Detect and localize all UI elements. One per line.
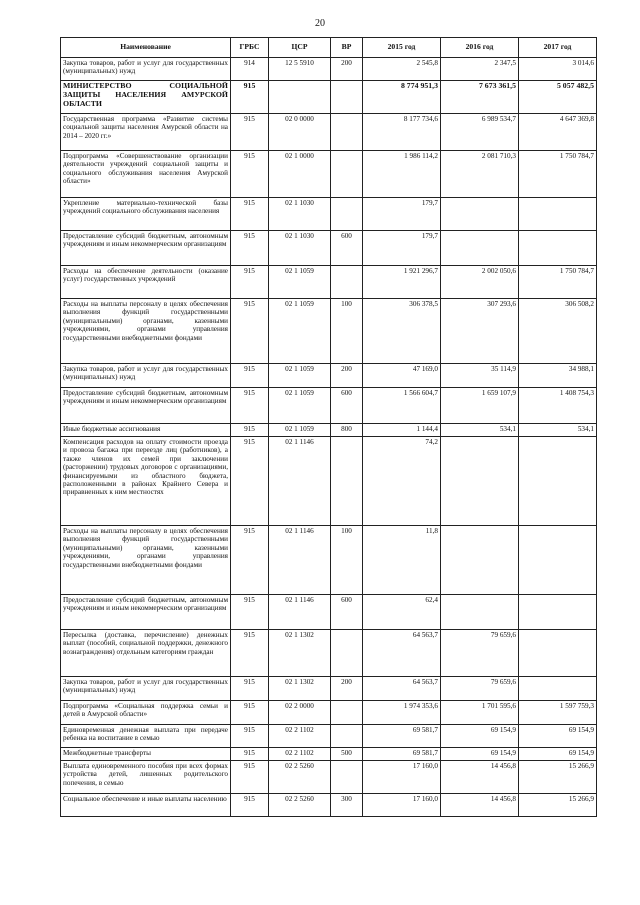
cell-vr [331, 114, 363, 151]
cell-2016: 35 114,9 [441, 364, 519, 388]
cell-2016 [441, 437, 519, 526]
header-csr: ЦСР [269, 38, 331, 58]
cell-2017: 69 154,9 [519, 725, 597, 748]
header-2017: 2017 год [519, 38, 597, 58]
cell-2015: 8 774 951,3 [363, 81, 441, 114]
cell-2017 [519, 526, 597, 595]
cell-2016: 1 659 107,9 [441, 388, 519, 424]
cell-2017: 34 988,1 [519, 364, 597, 388]
cell-name: Предоставление субсидий бюджетным, автономным учреждениям и иным некоммерческим организациям [61, 231, 231, 266]
cell-2017 [519, 595, 597, 630]
table-row [61, 437, 597, 526]
table-row [61, 794, 597, 817]
cell-csr: 02 2 1102 [269, 748, 331, 761]
cell-name: Иные бюджетные ассигнования [61, 424, 231, 437]
cell-vr [331, 151, 363, 198]
header-grbs: ГРБС [231, 38, 269, 58]
cell-2015: 64 563,7 [363, 630, 441, 677]
header-2015: 2015 год [363, 38, 441, 58]
cell-vr [331, 198, 363, 231]
table-row [61, 424, 597, 437]
cell-2016: 2 002 050,6 [441, 266, 519, 299]
cell-grbs: 915 [231, 424, 269, 437]
table-row [61, 198, 597, 231]
cell-name: Закупка товаров, работ и услуг для государственных (муниципальных) нужд [61, 677, 231, 701]
cell-2015: 17 160,0 [363, 761, 441, 794]
cell-grbs: 915 [231, 748, 269, 761]
cell-2016 [441, 231, 519, 266]
cell-grbs: 915 [231, 725, 269, 748]
cell-csr: 02 1 1059 [269, 388, 331, 424]
cell-name: Выплата единовременного пособия при всех формах устройства детей, лишенных родительского попечения, в семью [61, 761, 231, 794]
cell-csr: 02 1 1146 [269, 437, 331, 526]
table-row [61, 266, 597, 299]
cell-grbs: 915 [231, 266, 269, 299]
cell-name: Подпрограмма «Совершенствование организации деятельности учреждений социальной защиты и социального обслуживания населения Амурской области» [61, 151, 231, 198]
cell-2016: 79 659,6 [441, 630, 519, 677]
table-row [61, 595, 597, 630]
cell-2015: 1 921 296,7 [363, 266, 441, 299]
cell-vr [331, 701, 363, 725]
cell-name: Расходы на выплаты персоналу в целях обеспечения выполнения функций государственными (муниципальными) органами, казенными учреждениями, органами управления государственными внебюджетными фондами [61, 526, 231, 595]
cell-2015: 17 160,0 [363, 794, 441, 817]
cell-csr: 02 1 1146 [269, 526, 331, 595]
cell-2015: 179,7 [363, 231, 441, 266]
cell-2017: 5 057 482,5 [519, 81, 597, 114]
cell-grbs: 915 [231, 630, 269, 677]
table-row [61, 231, 597, 266]
cell-2017: 1 750 784,7 [519, 151, 597, 198]
cell-csr: 02 1 1302 [269, 630, 331, 677]
cell-2016: 69 154,9 [441, 748, 519, 761]
cell-name: Единовременная денежная выплата при передаче ребенка на воспитание в семью [61, 725, 231, 748]
cell-2017: 306 508,2 [519, 299, 597, 364]
cell-name: Расходы на обеспечение деятельности (оказание услуг) государственных учреждений [61, 266, 231, 299]
table-row [61, 299, 597, 364]
cell-2016: 307 293,6 [441, 299, 519, 364]
table-row [61, 725, 597, 748]
table-row [61, 677, 597, 701]
cell-csr: 02 1 1059 [269, 299, 331, 364]
cell-2017 [519, 231, 597, 266]
cell-2015: 47 169,0 [363, 364, 441, 388]
page-number: 20 [315, 18, 325, 29]
cell-grbs: 915 [231, 151, 269, 198]
cell-2016: 1 701 595,6 [441, 701, 519, 725]
table-row [61, 114, 597, 151]
header-vr: ВР [331, 38, 363, 58]
cell-2017 [519, 630, 597, 677]
table-row [61, 761, 597, 794]
cell-csr: 12 5 5910 [269, 58, 331, 81]
cell-grbs: 914 [231, 58, 269, 81]
cell-csr: 02 2 5260 [269, 794, 331, 817]
table-header-row [61, 38, 597, 58]
cell-grbs: 915 [231, 198, 269, 231]
cell-2017: 3 014,6 [519, 58, 597, 81]
table-body [61, 58, 597, 817]
table-row [61, 81, 597, 114]
cell-name: Государственная программа «Развитие системы социальной защиты населения Амурской области на 2014 – 2020 гг.» [61, 114, 231, 151]
cell-vr: 200 [331, 364, 363, 388]
cell-2015: 1 974 353,6 [363, 701, 441, 725]
cell-2015: 64 563,7 [363, 677, 441, 701]
cell-vr: 200 [331, 677, 363, 701]
cell-name: Расходы на выплаты персоналу в целях обеспечения выполнения функций государственными (муниципальными) органами, казенными учреждениями, органами управления государственными внебюджетными фондами [61, 299, 231, 364]
cell-csr: 02 2 5260 [269, 761, 331, 794]
cell-grbs: 915 [231, 794, 269, 817]
cell-vr: 300 [331, 794, 363, 817]
cell-2017: 15 266,9 [519, 794, 597, 817]
cell-grbs: 915 [231, 595, 269, 630]
cell-name: Компенсация расходов на оплату стоимости проезда и провоза багажа при переезде лиц (работников), а также членов их семей при заключении (расторжении) трудовых договоров с организациями, финансируемыми из областного бюджета, расположенными в районах Крайнего Севера и приравненных к ним местностях [61, 437, 231, 526]
cell-2016 [441, 526, 519, 595]
cell-2017 [519, 198, 597, 231]
cell-vr: 100 [331, 526, 363, 595]
cell-vr: 600 [331, 388, 363, 424]
cell-2015: 306 378,5 [363, 299, 441, 364]
cell-csr [269, 81, 331, 114]
cell-grbs: 915 [231, 761, 269, 794]
cell-csr: 02 1 1059 [269, 424, 331, 437]
cell-csr: 02 2 1102 [269, 725, 331, 748]
cell-2015: 69 581,7 [363, 748, 441, 761]
cell-csr: 02 1 1059 [269, 364, 331, 388]
cell-2017: 15 266,9 [519, 761, 597, 794]
cell-2016: 534,1 [441, 424, 519, 437]
cell-csr: 02 1 1059 [269, 266, 331, 299]
budget-table [60, 37, 597, 817]
cell-2016: 14 456,8 [441, 761, 519, 794]
cell-vr: 600 [331, 231, 363, 266]
cell-2017: 1 597 759,3 [519, 701, 597, 725]
cell-grbs: 915 [231, 677, 269, 701]
cell-name: Закупка товаров, работ и услуг для государственных (муниципальных) нужд [61, 58, 231, 81]
table-row [61, 364, 597, 388]
cell-vr: 500 [331, 748, 363, 761]
cell-2017: 69 154,9 [519, 748, 597, 761]
table-row [61, 388, 597, 424]
cell-grbs: 915 [231, 299, 269, 364]
cell-name: Социальное обеспечение и иные выплаты населению [61, 794, 231, 817]
cell-vr: 800 [331, 424, 363, 437]
table-row [61, 151, 597, 198]
cell-vr [331, 266, 363, 299]
cell-vr [331, 725, 363, 748]
cell-2017: 1 408 754,3 [519, 388, 597, 424]
cell-name: Межбюджетные трансферты [61, 748, 231, 761]
cell-grbs: 915 [231, 114, 269, 151]
header-2016: 2016 год [441, 38, 519, 58]
cell-csr: 02 1 1030 [269, 198, 331, 231]
cell-grbs: 915 [231, 701, 269, 725]
header-name: Наименование [61, 38, 231, 58]
cell-vr [331, 437, 363, 526]
cell-name: Предоставление субсидий бюджетным, автономным учреждениям и иным некоммерческим организациям [61, 388, 231, 424]
cell-csr: 02 1 1302 [269, 677, 331, 701]
cell-grbs: 915 [231, 388, 269, 424]
cell-name: Подпрограмма «Социальная поддержка семьи и детей в Амурской области» [61, 701, 231, 725]
cell-vr [331, 630, 363, 677]
cell-name: Предоставление субсидий бюджетным, автономным учреждениям и иным некоммерческим организациям [61, 595, 231, 630]
cell-2017 [519, 437, 597, 526]
table-row [61, 58, 597, 81]
cell-2016 [441, 595, 519, 630]
cell-csr: 02 2 0000 [269, 701, 331, 725]
cell-2015: 1 566 604,7 [363, 388, 441, 424]
cell-vr: 200 [331, 58, 363, 81]
cell-2015: 1 144,4 [363, 424, 441, 437]
cell-grbs: 915 [231, 526, 269, 595]
cell-grbs: 915 [231, 437, 269, 526]
cell-name: МИНИСТЕРСТВО СОЦИАЛЬНОЙ ЗАЩИТЫ НАСЕЛЕНИЯ АМУРСКОЙ ОБЛАСТИ [61, 81, 231, 114]
cell-2017: 4 647 369,8 [519, 114, 597, 151]
cell-2015: 74,2 [363, 437, 441, 526]
cell-csr: 02 1 1146 [269, 595, 331, 630]
cell-grbs: 915 [231, 364, 269, 388]
cell-name: Закупка товаров, работ и услуг для государственных (муниципальных) нужд [61, 364, 231, 388]
cell-grbs: 915 [231, 231, 269, 266]
cell-csr: 02 1 0000 [269, 151, 331, 198]
cell-csr: 02 0 0000 [269, 114, 331, 151]
table-row [61, 701, 597, 725]
cell-2015: 62,4 [363, 595, 441, 630]
cell-2015: 1 986 114,2 [363, 151, 441, 198]
cell-vr [331, 81, 363, 114]
cell-2016: 14 456,8 [441, 794, 519, 817]
cell-2016: 69 154,9 [441, 725, 519, 748]
cell-2017: 534,1 [519, 424, 597, 437]
cell-2016 [441, 198, 519, 231]
cell-vr [331, 761, 363, 794]
cell-2015: 2 545,8 [363, 58, 441, 81]
cell-2016: 79 659,6 [441, 677, 519, 701]
table-row [61, 748, 597, 761]
cell-2016: 6 989 534,7 [441, 114, 519, 151]
cell-vr: 100 [331, 299, 363, 364]
table-row [61, 630, 597, 677]
cell-2017 [519, 677, 597, 701]
cell-name: Пересылка (доставка, перечисление) денежных выплат (пособий, социальной поддержки, денежного вознаграждения) отдельным категориям граждан [61, 630, 231, 677]
table-row [61, 526, 597, 595]
cell-csr: 02 1 1030 [269, 231, 331, 266]
cell-2016: 7 673 361,5 [441, 81, 519, 114]
cell-name: Укрепление материально-технической базы учреждений социального обслуживания населения [61, 198, 231, 231]
cell-vr: 600 [331, 595, 363, 630]
cell-2015: 69 581,7 [363, 725, 441, 748]
cell-2015: 8 177 734,6 [363, 114, 441, 151]
cell-grbs: 915 [231, 81, 269, 114]
cell-2016: 2 347,5 [441, 58, 519, 81]
cell-2016: 2 081 710,3 [441, 151, 519, 198]
cell-2015: 179,7 [363, 198, 441, 231]
cell-2017: 1 750 784,7 [519, 266, 597, 299]
cell-2015: 11,8 [363, 526, 441, 595]
